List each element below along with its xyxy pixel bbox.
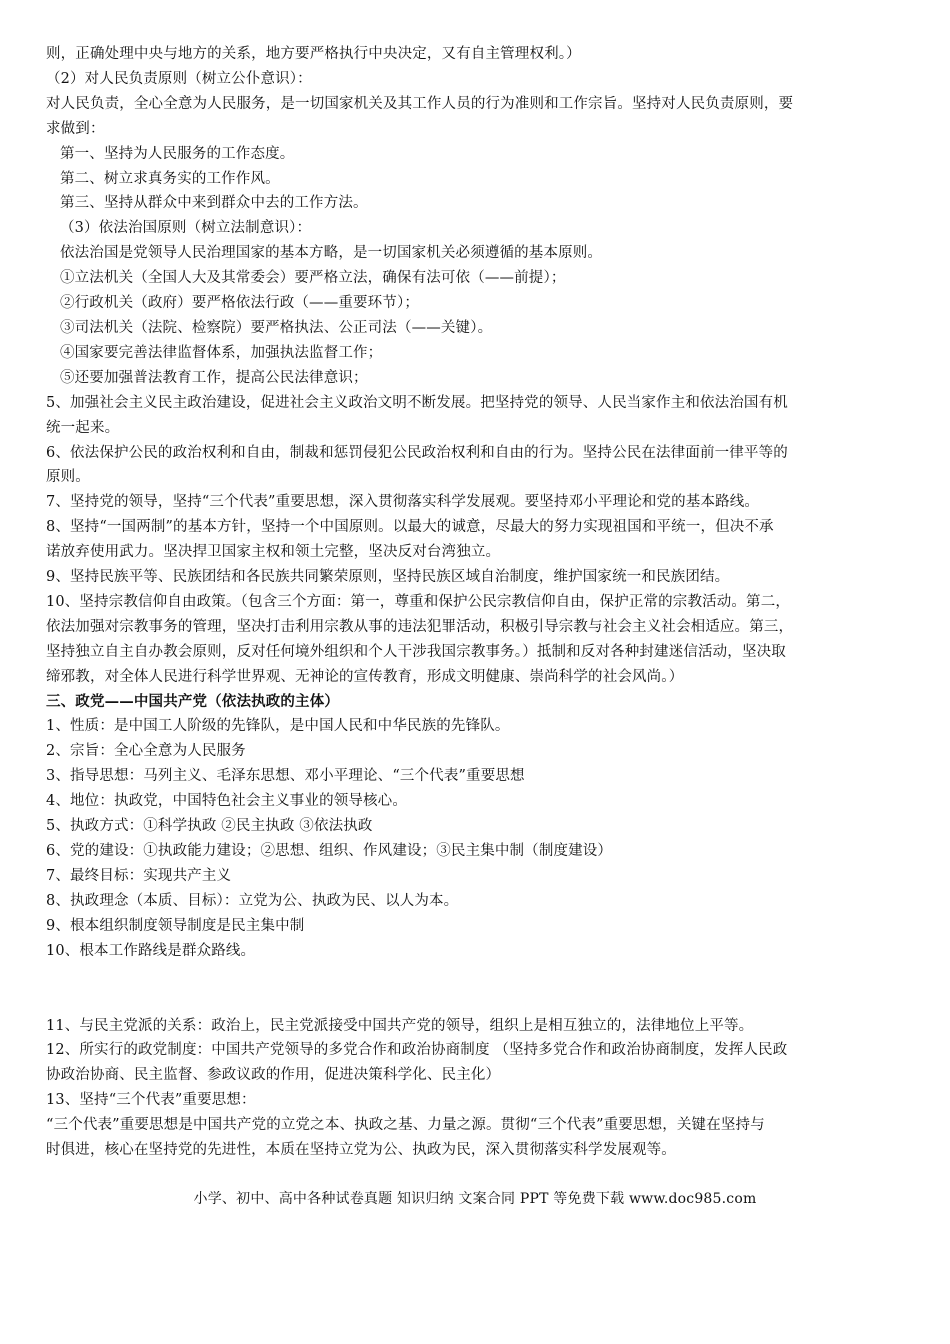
text-line: 9、根本组织制度领导制度是民主集中制 xyxy=(46,917,305,934)
text-line: 时俱进，核心在坚持党的先进性，本质在坚持立党为公、执政为民，深入贯彻落实科学发展观等。 xyxy=(46,1142,676,1159)
text-line: 1、性质：是中国工人阶级的先锋队，是中国人民和中华民族的先锋队。 xyxy=(46,718,510,735)
text-line: 第二、树立求真务实的工作作风。 xyxy=(60,170,280,187)
text-block-lower xyxy=(46,1014,906,1163)
text-line: 12、所实行的政党制度：中国共产党领导的多党合作和政治协商制度 （坚持多党合作和政治协商制度，发挥人民政 xyxy=(46,1042,788,1059)
text-line: 11、与民主党派的关系：政治上，民主党派接受中国共产党的领导，组织上是相互独立的，法律地位上平等。 xyxy=(46,1017,754,1034)
text-line: 3、指导思想：马列主义、毛泽东思想、邓小平理论、“三个代表”重要思想 xyxy=(46,768,525,785)
text-line: 13、坚持“三个代表”重要思想： xyxy=(46,1092,256,1109)
text-line: 缔邪教，对全体人民进行科学世界观、无神论的宣传教育，形成文明健康、崇尚科学的社会风尚。） xyxy=(46,668,684,685)
text-line: 依法加强对宗教事务的管理，坚决打击利用宗教从事的违法犯罪活动，积极引导宗教与社会主义社会相适应。第三， xyxy=(46,618,794,635)
text-line: 2、宗旨：全心全意为人民服务 xyxy=(46,743,246,760)
text-line: （2）对人民负责原则（树立公仆意识）： xyxy=(46,70,312,87)
text-line: 4、地位：执政党，中国特色社会主义事业的领导核心。 xyxy=(46,793,407,810)
text-line: 诺放弃使用武力。坚决捍卫国家主权和领土完整，坚决反对台湾独立。 xyxy=(46,544,501,561)
text-line: 10、坚持宗教信仰自由政策。（包含三个方面：第一，尊重和保护公民宗教信仰自由，保护正常的宗教活动。第二， xyxy=(46,593,790,610)
text-line: 8、坚持“一国两制”的基本方针，坚持一个中国原则。以最大的诚意，尽最大的努力实现祖国和平统一，但决不承 xyxy=(46,519,774,536)
text-line: 则，正确处理中央与地方的关系，地方要严格执行中央决定，又有自主管理权利。） xyxy=(46,46,581,62)
text-line: ④国家要完善法律监督体系，加强执法监督工作； xyxy=(60,344,383,361)
text-line: ⑤还要加强普法教育工作，提高公民法律意识； xyxy=(60,369,368,386)
text-line: 依法治国是党领导人民治理国家的基本方略，是一切国家机关必须遵循的基本原则。 xyxy=(60,245,603,262)
text-line: 求做到： xyxy=(46,120,105,137)
text-line: 10、根本工作路线是群众路线。 xyxy=(46,942,256,959)
text-block-upper xyxy=(46,42,906,964)
text-line: 原则。 xyxy=(46,469,90,486)
text-line: ①立法机关（全国人大及其常委会）要严格立法，确保有法可依（——前提）； xyxy=(60,270,566,287)
text-line: ②行政机关（政府）要严格依法行政（——重要环节）； xyxy=(60,295,419,312)
text-line: 5、加强社会主义民主政治建设，促进社会主义政治文明不断发展。把坚持党的领导、人民当家作主和依法治国有机 xyxy=(46,394,788,411)
text-line: 6、依法保护公民的政治权利和自由，制裁和惩罚侵犯公民政治权利和自由的行为。坚持公民在法律面前一律平等的 xyxy=(46,444,788,461)
text-line: 6、党的建设：①执政能力建设；②思想、组织、作风建设；③民主集中制（制度建设） xyxy=(46,843,613,859)
blank-gap xyxy=(46,964,906,1014)
text-line: ③司法机关（法院、检察院）要严格执法、公正司法（——关键）。 xyxy=(60,319,493,336)
text-line: 8、执政理念（本质、目标）：立党为公、执政为民、以人为本。 xyxy=(46,892,459,909)
text-line: 5、执政方式：①科学执政 ②民主执政 ③依法执政 xyxy=(46,818,373,835)
text-line: 第一、坚持为人民服务的工作态度。 xyxy=(60,145,295,162)
text-line: 7、坚持党的领导，坚持“三个代表”重要思想，深入贯彻落实科学发展观。要坚持邓小平理论和党的基本路线。 xyxy=(46,494,760,511)
text-line: 第三、坚持从群众中来到群众中去的工作方法。 xyxy=(60,195,368,212)
text-line: 7、最终目标：实现共产主义 xyxy=(46,867,232,884)
text-line: “三个代表”重要思想是中国共产党的立党之本、执政之基、力量之源。贯彻“三个代表”重要思想，关键在坚持与 xyxy=(46,1117,765,1134)
text-line: 协政治协商、民主监督、参政议政的作用，促进决策科学化、民主化） xyxy=(46,1067,501,1084)
text-line: 对人民负责，全心全意为人民服务，是一切国家机关及其工作人员的行为准则和工作宗旨。坚持对人民负责原则，要 xyxy=(46,95,794,112)
document-body xyxy=(46,42,906,1163)
text-line: 9、坚持民族平等、民族团结和各民族共同繁荣原则，坚持民族区域自治制度，维护国家统一和民族团结。 xyxy=(46,569,730,586)
text-line: 坚持独立自主自办教会原则，反对任何境外组织和个人干涉我国宗教事务。）抵制和反对各种封建迷信活动，坚决取 xyxy=(46,643,786,660)
text-line: 三、政党——中国共产党（依法执政的主体） xyxy=(46,692,339,710)
page-footer: 小学、初中、高中各种试卷真题 知识归纳 文案合同 PPT 等免费下载 www.doc985.com xyxy=(193,1191,757,1207)
text-line: 统一起来。 xyxy=(46,419,120,436)
text-line: （3）依法治国原则（树立法制意识）： xyxy=(60,220,312,237)
